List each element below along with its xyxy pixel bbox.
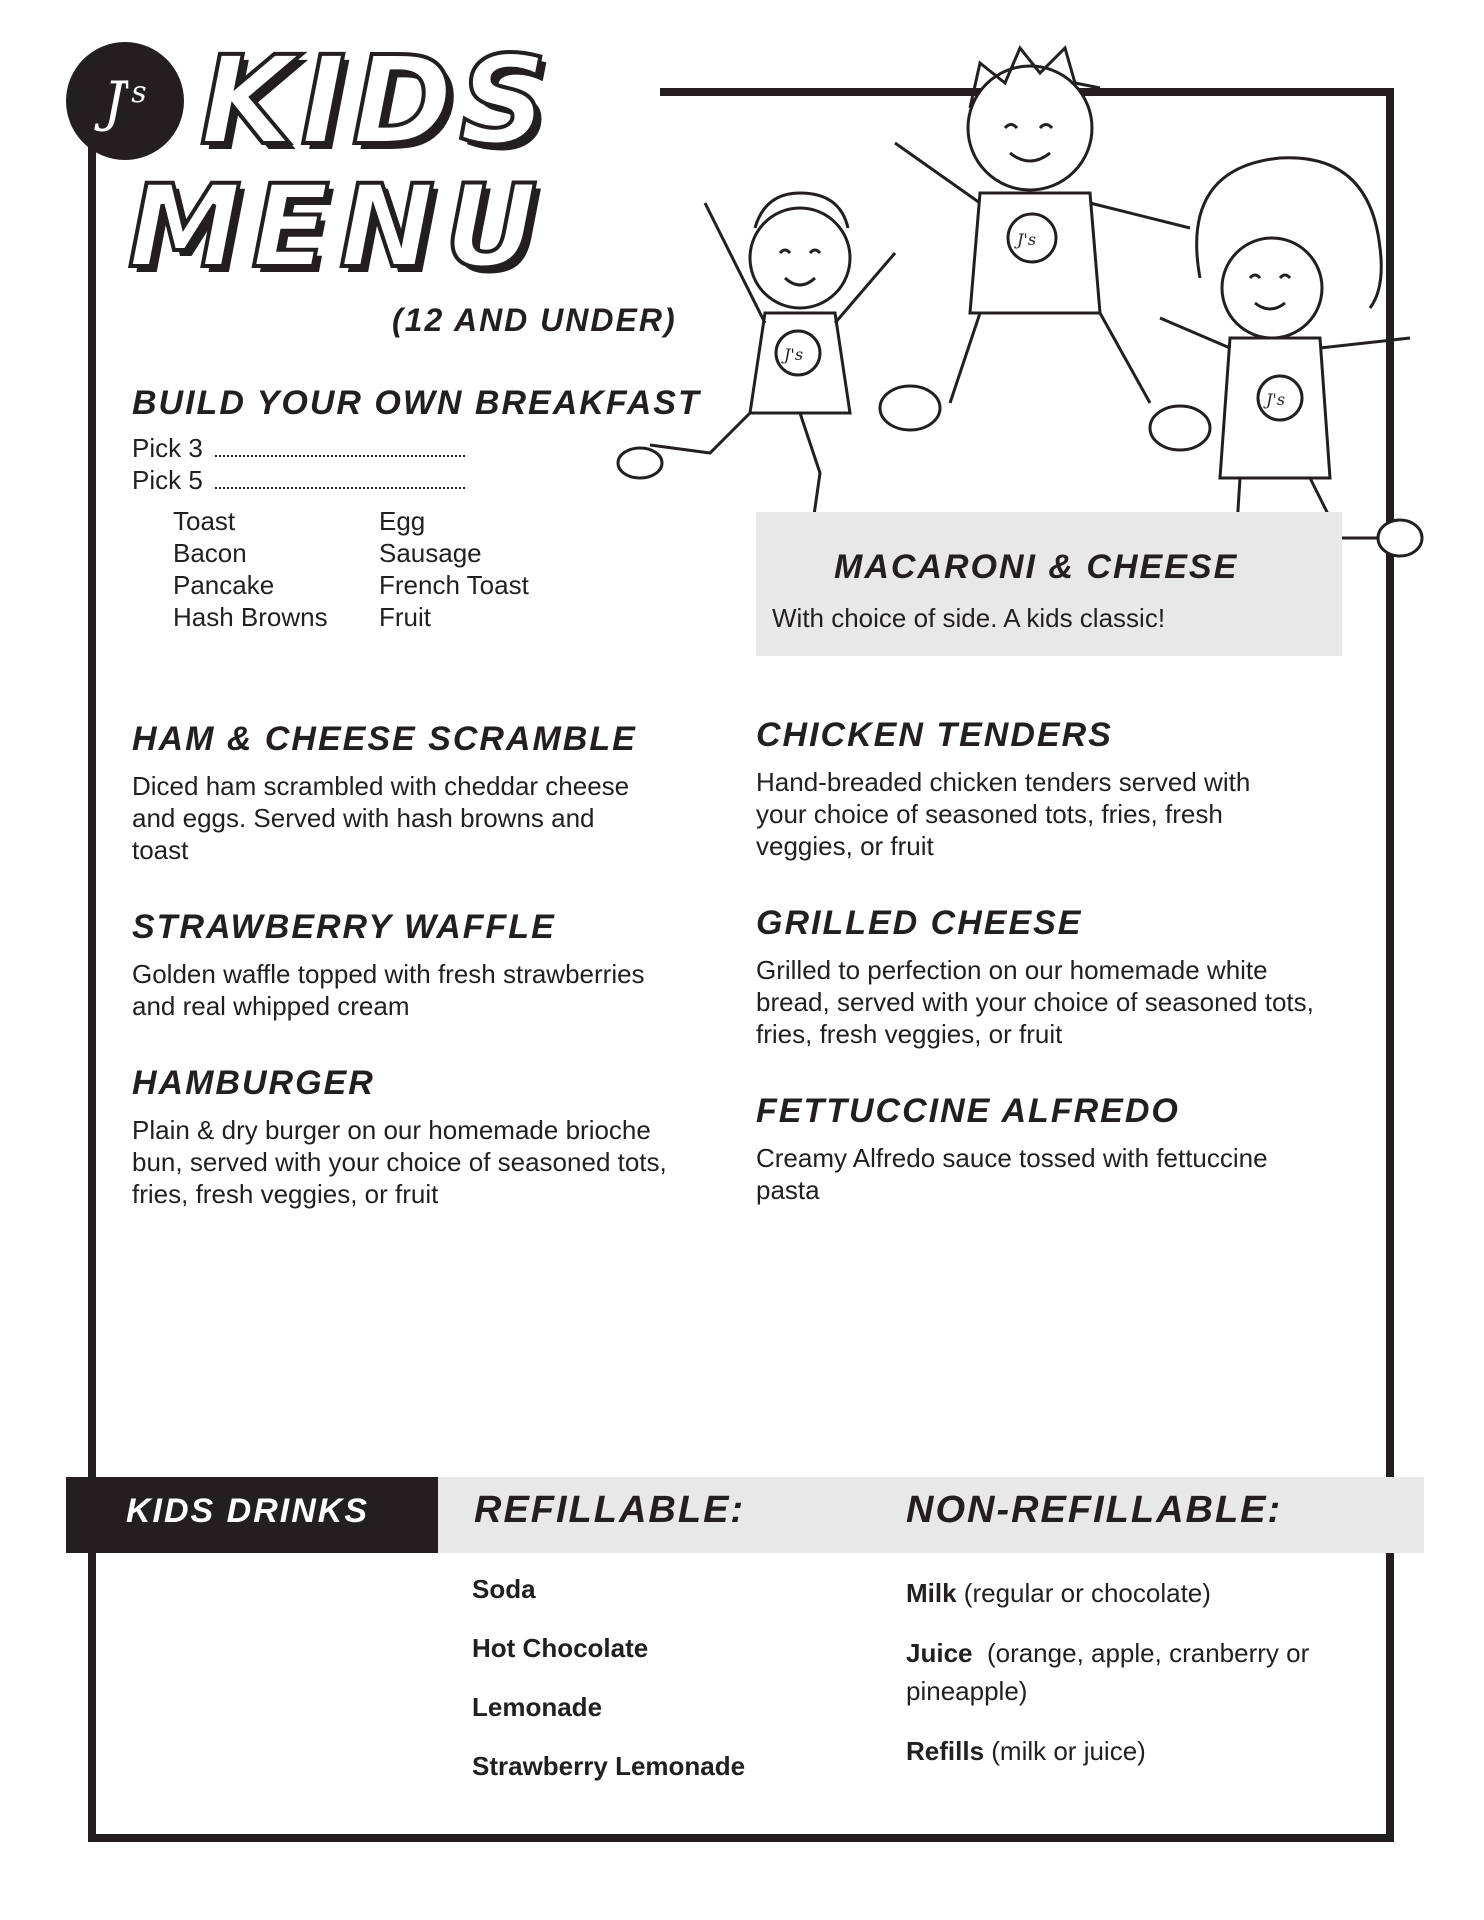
dot-leader <box>215 435 465 457</box>
drink-item: Soda <box>472 1574 536 1604</box>
item-desc: Diced ham scrambled with cheddar cheese and eggs. Served with hash browns and toast <box>132 771 630 865</box>
pick-label: Pick 5 <box>132 465 203 495</box>
item-desc: Creamy Alfredo sauce tossed with fettuccine pasta <box>756 1143 1268 1205</box>
item-heading: GRILLED CHEESE <box>756 904 1083 942</box>
shirt-logo-left: J's <box>784 345 804 364</box>
drink-name: Refills <box>906 1736 985 1766</box>
drink-detail: (milk or juice) <box>984 1736 1146 1766</box>
drink-item: Hot Chocolate <box>472 1633 649 1663</box>
drink-name: Juice <box>906 1638 973 1668</box>
drink-name: Milk <box>906 1578 957 1608</box>
option-item: Pancake <box>173 570 275 600</box>
shirt-logo-right: J's <box>1266 390 1286 409</box>
logo-letter: J <box>103 69 125 133</box>
item-desc: Hand-breaded chicken tenders served with your choice of seasoned tots, fries, fresh veggies, or fruit <box>756 767 1251 861</box>
nonrefillable-list <box>906 1574 1336 1792</box>
item-desc: Plain & dry burger on our homemade brioche bun, served with your choice of seasoned tots, fries, fresh veggies, or fruit <box>132 1115 667 1209</box>
refillable-list <box>472 1574 745 1810</box>
age-subtitle: (12 AND UNDER) <box>392 302 677 338</box>
mac-cheese-heading: MACARONI & CHEESE <box>834 548 1239 586</box>
item-heading: HAM & CHEESE SCRAMBLE <box>132 720 637 758</box>
title-menu: MENU <box>128 160 548 293</box>
breakfast-options <box>173 505 579 633</box>
option-item: Sausage <box>379 538 482 568</box>
drink-detail: (orange, apple, cranberry or pineapple) <box>906 1638 1317 1706</box>
pick-row <box>132 464 465 496</box>
nonrefillable-heading: NON-REFILLABLE: <box>906 1489 1283 1531</box>
breakfast-heading: BUILD YOUR OWN BREAKFAST <box>132 384 701 422</box>
pick-label: Pick 3 <box>132 433 203 463</box>
option-item: French Toast <box>379 570 529 600</box>
mac-cheese-desc: With choice of side. A kids classic! <box>772 603 1166 633</box>
option-item: Hash Browns <box>173 602 328 632</box>
drink-item: Lemonade <box>472 1692 603 1722</box>
refillable-heading: REFILLABLE: <box>474 1489 746 1531</box>
option-item: Bacon <box>173 538 247 568</box>
kids-jumping-illustration <box>600 28 1430 588</box>
drink-item: Strawberry Lemonade <box>472 1751 746 1781</box>
option-item: Fruit <box>379 602 431 632</box>
option-item: Egg <box>379 506 426 536</box>
item-desc: Golden waffle topped with fresh strawberries and real whipped cream <box>132 959 645 1021</box>
drink-item <box>906 1574 1336 1612</box>
item-heading: FETTUCCINE ALFREDO <box>756 1092 1180 1130</box>
title-kids: KIDS <box>200 30 554 172</box>
pick-row <box>132 432 465 464</box>
dot-leader <box>215 467 465 489</box>
kid-middle-figure <box>880 48 1210 450</box>
item-heading: HAMBURGER <box>132 1064 375 1102</box>
item-heading: STRAWBERRY WAFFLE <box>132 908 556 946</box>
drink-detail: (regular or chocolate) <box>956 1578 1211 1608</box>
logo-suffix: 's <box>123 74 147 110</box>
js-logo <box>66 42 184 160</box>
item-desc: Grilled to perfection on our homemade white bread, served with your choice of seasoned tots, fries, fresh veggies, or fruit <box>756 955 1314 1049</box>
kids-drinks-heading: KIDS DRINKS <box>126 1492 370 1530</box>
option-item: Toast <box>173 506 236 536</box>
shirt-logo-middle: J's <box>1017 230 1037 249</box>
drink-item <box>906 1732 1336 1770</box>
pick-options <box>132 432 465 496</box>
item-heading: CHICKEN TENDERS <box>756 716 1113 754</box>
drink-item <box>906 1634 1336 1710</box>
